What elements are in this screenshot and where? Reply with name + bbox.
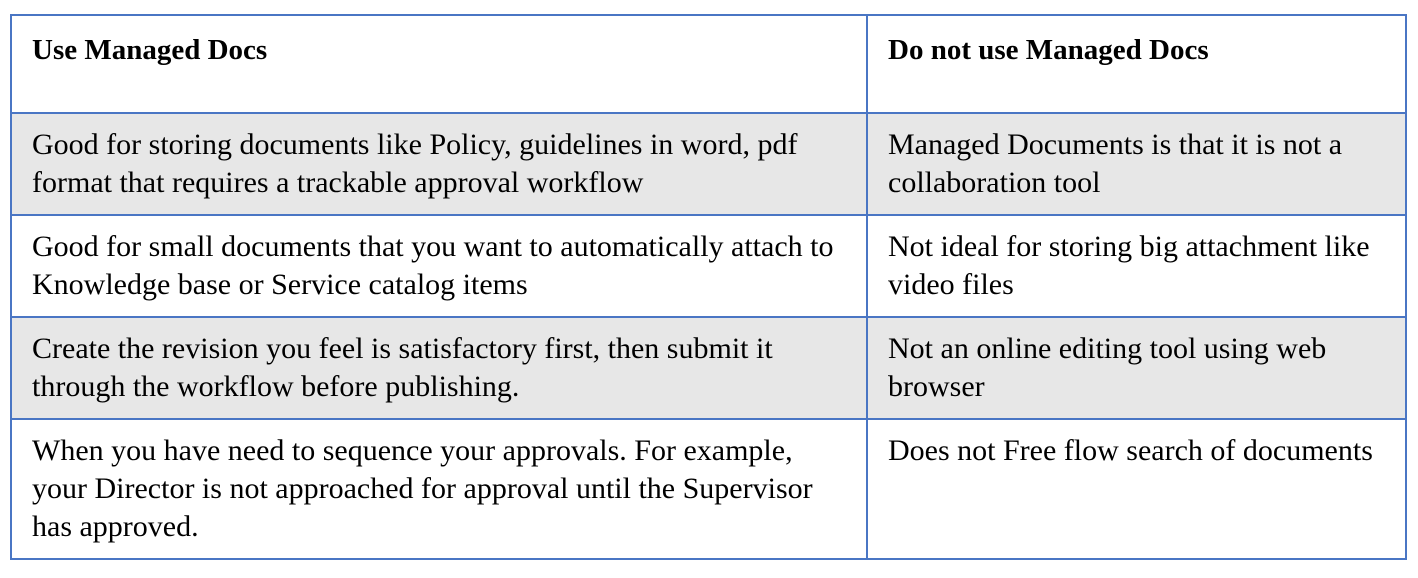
table-row — [11, 215, 1406, 317]
do-not-use-cell: Does not Free flow search of documents — [867, 419, 1406, 559]
use-cell: Create the revision you feel is satisfactory first, then submit it through the workflow before publishing. — [11, 317, 867, 419]
use-cell: When you have need to sequence your approvals. For example, your Director is not approached for approval until the Supervisor has approved. — [11, 419, 867, 559]
header-use-managed-docs: Use Managed Docs — [11, 15, 867, 113]
table-row — [11, 113, 1406, 215]
table-row — [11, 317, 1406, 419]
table-row — [11, 419, 1406, 559]
use-cell: Good for small documents that you want to automatically attach to Knowledge base or Service catalog items — [11, 215, 867, 317]
table-header-row — [11, 15, 1406, 113]
use-cell: Good for storing documents like Policy, guidelines in word, pdf format that requires a trackable approval workflow — [11, 113, 867, 215]
header-do-not-use-managed-docs: Do not use Managed Docs — [867, 15, 1406, 113]
do-not-use-cell: Not ideal for storing big attachment like video files — [867, 215, 1406, 317]
do-not-use-cell: Managed Documents is that it is not a collaboration tool — [867, 113, 1406, 215]
comparison-table — [10, 14, 1407, 560]
do-not-use-cell: Not an online editing tool using web browser — [867, 317, 1406, 419]
